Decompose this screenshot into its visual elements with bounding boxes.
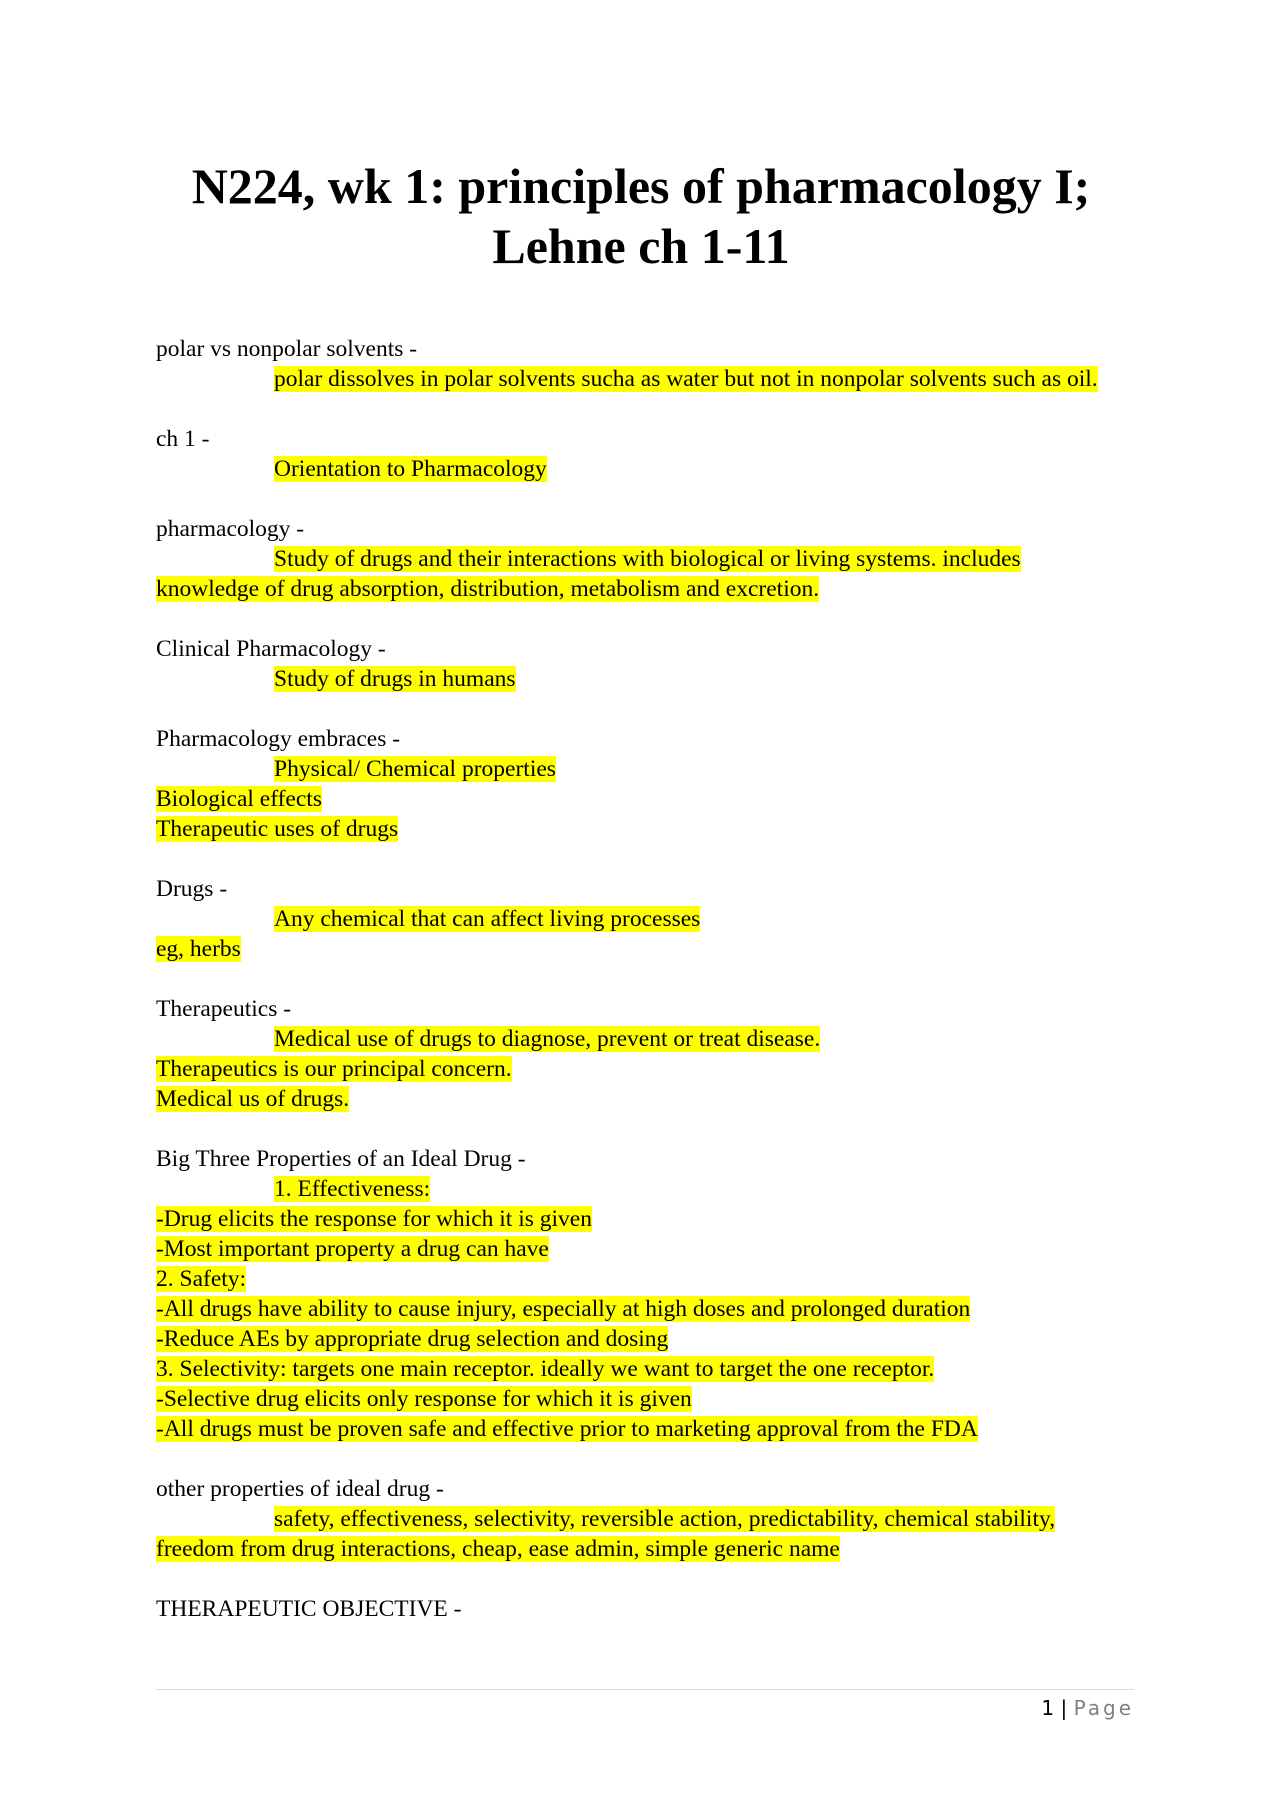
note-entry bbox=[156, 874, 1126, 964]
highlighted-line: Medical us of drugs. bbox=[156, 1086, 350, 1112]
footer-divider bbox=[156, 1689, 1134, 1690]
notes-body bbox=[156, 334, 1126, 1654]
note-entry bbox=[156, 1144, 1126, 1444]
highlighted-line: 3. Selectivity: targets one main receptor. ideally we want to target the one receptor. bbox=[156, 1356, 935, 1382]
note-entry bbox=[156, 514, 1126, 604]
note-definition bbox=[156, 544, 1126, 604]
highlighted-text: Study of drugs in humans bbox=[274, 666, 516, 692]
note-entry bbox=[156, 424, 1126, 484]
note-term: Drugs - bbox=[156, 876, 228, 902]
highlighted-line: -Drug elicits the response for which it is given bbox=[156, 1206, 592, 1232]
note-term: other properties of ideal drug - bbox=[156, 1476, 444, 1502]
note-entry bbox=[156, 334, 1126, 394]
highlighted-line: -Selective drug elicits only response for which it is given bbox=[156, 1386, 692, 1412]
highlighted-line: -Reduce AEs by appropriate drug selection and dosing bbox=[156, 1326, 669, 1352]
note-term: THERAPEUTIC OBJECTIVE - bbox=[156, 1596, 462, 1622]
highlighted-text: safety, effectiveness, selectivity, reversible action, predictability, chemical stability, freedom from drug interactions, cheap, ease admin, simple generic name bbox=[156, 1506, 1056, 1562]
highlighted-text: Medical use of drugs to diagnose, prevent or treat disease. bbox=[274, 1026, 821, 1052]
note-term: pharmacology - bbox=[156, 516, 305, 542]
note-definition bbox=[156, 1024, 1126, 1114]
highlighted-line: Therapeutics is our principal concern. bbox=[156, 1056, 512, 1082]
highlighted-line: eg, herbs bbox=[156, 936, 241, 962]
note-entry bbox=[156, 634, 1126, 694]
note-definition bbox=[156, 754, 1126, 844]
title-line-2: Lehne ch 1-11 bbox=[492, 218, 790, 274]
note-definition bbox=[156, 1174, 1126, 1444]
page-label: Page bbox=[1073, 1696, 1134, 1720]
highlighted-text: Orientation to Pharmacology bbox=[274, 456, 547, 482]
note-term: Big Three Properties of an Ideal Drug - bbox=[156, 1146, 526, 1172]
footer-separator: | bbox=[1060, 1696, 1068, 1720]
note-term: polar vs nonpolar solvents - bbox=[156, 336, 418, 362]
note-definition bbox=[156, 364, 1126, 394]
note-entry bbox=[156, 1594, 1126, 1624]
highlighted-text: polar dissolves in polar solvents sucha as water but not in nonpolar solvents such as oil. bbox=[274, 366, 1098, 392]
highlighted-text: Study of drugs and their interactions with biological or living systems. includes knowledge of drug absorption, distribution, metabolism and excretion. bbox=[156, 546, 1021, 602]
highlighted-text: 1. Effectiveness: bbox=[274, 1176, 431, 1202]
highlighted-line: Therapeutic uses of drugs bbox=[156, 816, 399, 842]
note-term: Clinical Pharmacology - bbox=[156, 636, 386, 662]
note-term: Pharmacology embraces - bbox=[156, 726, 401, 752]
highlighted-line: 2. Safety: bbox=[156, 1266, 247, 1292]
page-number: 1 bbox=[1041, 1696, 1055, 1720]
note-term: Therapeutics - bbox=[156, 996, 292, 1022]
note-definition bbox=[156, 454, 1126, 484]
title-line-1: N224, wk 1: principles of pharmacology I; bbox=[191, 158, 1091, 214]
note-definition bbox=[156, 1504, 1126, 1564]
note-definition bbox=[156, 904, 1126, 964]
note-entry bbox=[156, 994, 1126, 1114]
note-entry bbox=[156, 724, 1126, 844]
highlighted-line: Biological effects bbox=[156, 786, 322, 812]
highlighted-text: Any chemical that can affect living processes bbox=[274, 906, 701, 932]
page-footer bbox=[1041, 1694, 1134, 1722]
highlighted-line: -All drugs must be proven safe and effective prior to marketing approval from the FDA bbox=[156, 1416, 978, 1442]
highlighted-line: -Most important property a drug can have bbox=[156, 1236, 549, 1262]
highlighted-text: Physical/ Chemical properties bbox=[274, 756, 556, 782]
note-term: ch 1 - bbox=[156, 426, 210, 452]
document-title bbox=[156, 156, 1126, 276]
note-definition bbox=[156, 664, 1126, 694]
note-entry bbox=[156, 1474, 1126, 1564]
highlighted-line: -All drugs have ability to cause injury, especially at high doses and prolonged duration bbox=[156, 1296, 971, 1322]
